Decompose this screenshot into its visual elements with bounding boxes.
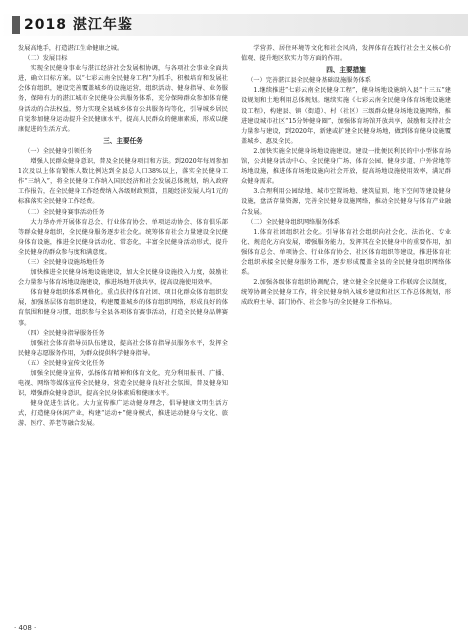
subsection-heading: （二）全民健身组织网络服务体系 <box>247 218 340 226</box>
body-paragraph: 3.合理利用公园绿地、城市空置场地、建筑屋顶、地下空间等建设健身设施，盘活存量资源，完善全民健身设施网络，推动全民健身与体育产业融合发展。 <box>241 188 451 216</box>
right-text-column <box>241 44 451 624</box>
body-paragraph: 实现全民健身事业与湛江经济社会发展相协调，与各项社会事业全面共进，确立目标方案。以“七彩云南全民健身工程”为抓手，积极培育和发展社会体育组织，建设完善覆盖城乡的设施运营，组织活动、健身指导、业务服务，保障有力的湛江城市全民健身公共服务体系，充分保障群众参加体育健身活动的合法权益，努力实现全县城乡体育公共服务均等化，引导城乡居民自觉参加健身运动提升全民健康水平，提高人民群众的健康素质，形成以健康促进的生活方式。 <box>18 65 228 133</box>
section-heading: 三、主要任务 <box>103 136 143 145</box>
body-paragraph: 健身促进生活化。大力宣传推广运动健身理念，倡导健康文明生活方式，打造健身休闲产业，构建“运动+”健身模式，推进运动健身与文化、旅游、医疗、养老等融合发展。 <box>18 400 228 428</box>
subsection-heading: （二）发展目标 <box>24 55 68 63</box>
body-paragraph: 1.体育社团组织社会化。引导体育社会组织向社会化、法治化、专业化、规范化方向发展，增强服务能力，发挥其在全民健身中的重要作用，加强体育总会、单项协会、行业体育协会、社区体育组织等建设，推进体育社会组织承接全民健身服务工作，逐步形成覆盖全县的全民健身组织网络体系。 <box>241 228 451 277</box>
body-paragraph: 1.继续推进“七彩云南全民健身工程”，健身场地设施纳入县“十三五”建设规划和土地利用总体规划。继续实施《七彩云南全民健身体育场地设施建设工程》，构建县、镇（街道）、村（社区）三级群众健身场地设施网络，推进建设城市社区“15分钟健身圈”，加强体育场馆开放共享，鼓励和支持社会力量参与建设，到2020年，新建或扩建全民健身场地，做到体育健身设施覆盖城乡、惠及全民。 <box>241 87 451 145</box>
left-text-column <box>18 44 228 624</box>
body-paragraph: 加强社会体育指导员队伍建设，提高社会体育指导员服务水平，发挥全民健身志愿服务作用，为群众提供科学健身指导。 <box>18 339 228 357</box>
subsection-heading: （四）全民健身指导服务任务 <box>24 329 105 337</box>
body-paragraph: 2.加强各级体育组织协调配合，建立健全全民健身工作联席会议制度，统筹协调全民健身工作，将全民健身纳入城乡建设和社区工作总体规划，形成政府主导、部门协作、社会参与的全民健身工作格局。 <box>241 279 451 307</box>
subsection-heading: （五）全民健身宣传文化任务 <box>24 359 105 367</box>
body-paragraph: 体育健身组织体系网格化。重点扶持体育社团、项目化群众体育组织发展，加强基层体育组织建设，构建覆盖城乡的体育组织网络，形成良好的体育氛围和健身习惯，组织参与全县各项体育赛事活动，打造全民健身品牌赛事。 <box>18 289 228 327</box>
header-accent-bar <box>12 16 20 34</box>
page-header <box>0 0 468 44</box>
page-number: · 408 · <box>14 624 37 632</box>
subsection-heading: （三）全民健身设施场地任务 <box>24 258 105 266</box>
body-paragraph: 2.加快实施全民健身场地设施建设。建设一批便民利民的中小型体育场馆，公共健身活动中心、全民健身广场、体育公园、健身步道、户外营地等场地设施，推进体育场地设施向社会开放，提高场地设施使用效率，满足群众健身需求。 <box>241 147 451 186</box>
subsection-heading: （二）全民健身赛事活动任务 <box>24 208 105 216</box>
section-heading: 四、主要措施 <box>326 66 366 75</box>
body-paragraph: 大力举办并开展体育总会、行业体育协会、单项运动协会、体育俱乐部等群众健身组织，全民健身服务逐步社会化。统筹体育社会力量建设全民健身体育设施，推进全民健身活动化、常态化，丰富全民健身活动形式，提升全民健身的群众参与度和满意度。 <box>18 218 228 256</box>
body-paragraph: 增强人民群众健身意识，普及全民健身项目和方法。到2020年每周参加1次及以上体育锻炼人数比例达到全县总人口38%以上，落实全民健身工作“三纳入”，将全民健身工作纳入国民经济和社会发展总体规划，纳入政府工作报告，在全民健身工作经费纳入各级财政预算，且随经济发展人均1元的标准落实全民健身工作经费。 <box>18 158 228 206</box>
subsection-heading: （一）完善湛江县全民健身基础设施服务体系 <box>247 77 371 85</box>
body-paragraph: 发展高地手，打造湛江生命健康之城。 <box>18 45 124 52</box>
subsection-heading: （一）全民健身引领任务 <box>24 147 93 155</box>
yearbook-title: 2018 湛江年鉴 <box>24 17 133 33</box>
body-paragraph: 学营养、居住环境等文化和社会风尚，发挥体育在践行社会主义核心价值观、提升地区软实力等方面的作用。 <box>241 45 451 63</box>
body-paragraph: 加快推进全民健身场地设施建设，加大全民健身设施投入力度，鼓励社会力量参与体育场地设施建设，推进场地开放共享，提高设施使用效率。 <box>18 269 228 287</box>
body-paragraph: 加强全民健身宣传，弘扬体育精神和体育文化，充分利用报刊、广播、电视、网络等媒体宣传全民健身，营造全民健身良好社会氛围，普及健身知识，增强群众健身意识，提高全民身体素质和健康水平。 <box>18 370 228 398</box>
